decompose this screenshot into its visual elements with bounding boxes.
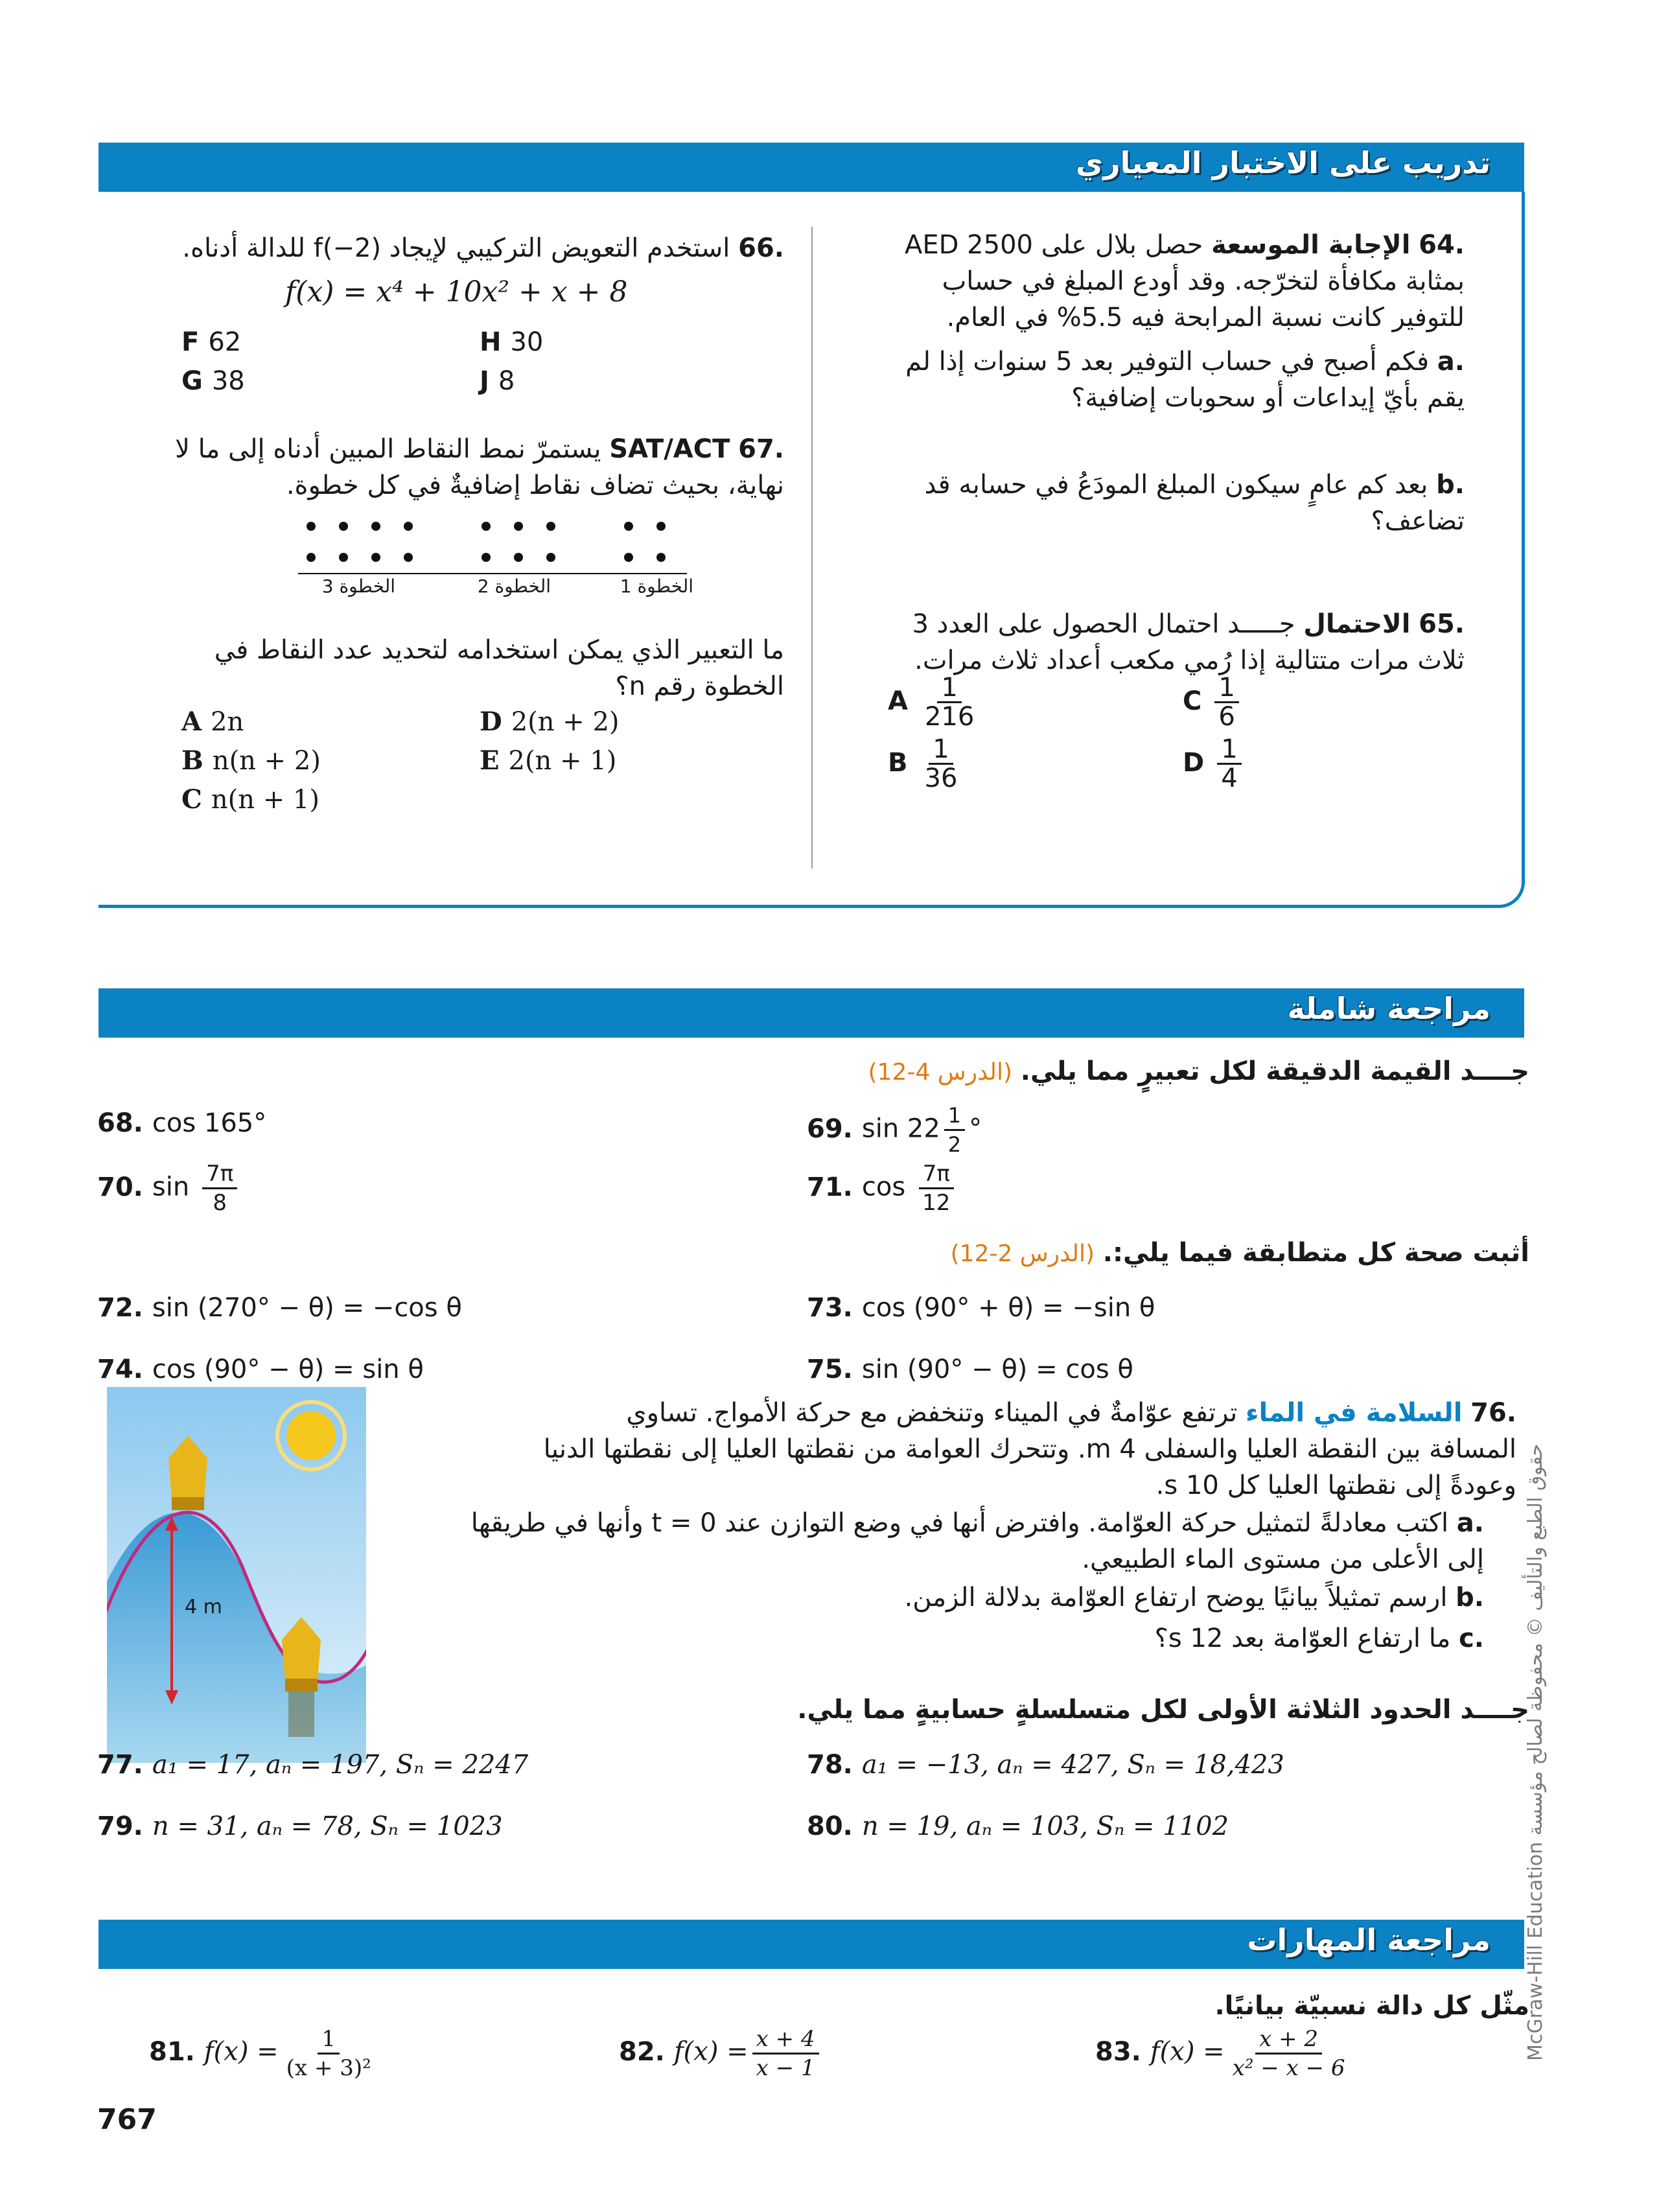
fraction-numerator: 1 <box>318 2025 340 2055</box>
section-title: مراجعة شاملة <box>1287 991 1491 1026</box>
exercise-function: cos <box>861 1172 906 1202</box>
choice-letter: A <box>181 706 202 737</box>
choice-letter: D <box>480 706 502 737</box>
part-label: .b <box>1436 470 1465 500</box>
question-text: ترتفع عوّامةٌ في الميناء وتنخفض مع حركة الأمواج. تساوي المسافة بين النقطة العليا والسفلى 4 m. وتتحرك العوامة من نقطتها العليا إلى نقطتها الدنيا وعودةً إلى نقطتها العليا كل 10 s. <box>543 1398 1516 1500</box>
question-65 <box>894 606 1465 679</box>
choice-66-g <box>181 366 245 396</box>
dot-pattern-step-3 <box>307 522 413 562</box>
question-76-part-a <box>447 1505 1484 1578</box>
question-label: SAT/ACT <box>609 434 730 464</box>
exercise-83 <box>1095 2025 1353 2082</box>
part-label: .c <box>1459 1624 1484 1653</box>
choice-value: 2n <box>211 707 244 737</box>
exercise-75 <box>807 1355 1133 1384</box>
question-text: يستمرّ نمط النقاط المبين أدناه إلى ما لا نهاية، بحيث تضاف نقاط إضافيةٌ في كل خطوة. <box>175 434 784 500</box>
fraction-numerator: 7π <box>919 1160 954 1189</box>
choice-letter: G <box>181 366 203 396</box>
question-text: حصل بلال على AED 2500 بمثابة مكافأة لتخرّجه. وقد أودع المبلغ في حساب للتوفير كانت نسبة المرابحة فيه 5.5% في العام. <box>905 230 1465 332</box>
fraction-numerator: 1 <box>1214 674 1238 703</box>
question-67-prompt: ما التعبير الذي يمكن استخدامه لتحديد عدد النقاط في الخطوة رقم n؟ <box>214 635 784 701</box>
question-64-part-b <box>894 467 1465 539</box>
fraction-denominator: 12 <box>922 1190 951 1216</box>
dot-pattern-step-2 <box>481 522 555 562</box>
fraction-denominator: 4 <box>1221 763 1238 793</box>
choice-value: n(n + 2) <box>212 746 321 776</box>
question-66 <box>156 230 784 266</box>
exercise-number: 74. <box>97 1355 143 1384</box>
column-divider <box>811 227 813 868</box>
lesson-reference: (الدرس 4-12) <box>868 1059 1013 1086</box>
question-76 <box>538 1395 1516 1504</box>
question-number: .64 <box>1419 230 1465 260</box>
exercise-79 <box>97 1811 503 1841</box>
exercise-expression: a₁ = 17, aₙ = 197, Sₙ = 2247 <box>152 1750 529 1780</box>
exercise-number: 69. <box>807 1113 853 1144</box>
question-64-part-a <box>894 343 1465 416</box>
question-number: .67 <box>738 434 784 464</box>
choice-65-a <box>888 674 982 730</box>
choice-66-f <box>181 327 241 357</box>
fraction-denominator: 6 <box>1218 702 1235 732</box>
choice-letter: C <box>181 784 202 815</box>
part-text: ارسم تمثيلاً بيانيًا يوضح ارتفاع العوّامة بدلالة الزمن. <box>904 1583 1448 1612</box>
part-label: .a <box>1437 347 1465 377</box>
figure-height-label: 4 m <box>185 1596 222 1618</box>
dot-pattern-step-1 <box>624 522 666 562</box>
exercise-82 <box>619 2025 823 2082</box>
section-header-standardized-test <box>99 143 1524 192</box>
exercise-number: 70. <box>97 1172 143 1202</box>
fraction-denominator: x − 1 <box>756 2055 815 2081</box>
part-label: .b <box>1456 1583 1484 1612</box>
instruction-exact-values <box>868 1056 1529 1086</box>
choice-65-c <box>1183 674 1243 730</box>
exercise-number: 81. <box>149 2036 195 2067</box>
exercise-73 <box>807 1293 1155 1323</box>
exercise-number: 71. <box>807 1172 853 1202</box>
choice-letter: C <box>1183 686 1202 716</box>
part-label: .a <box>1456 1508 1484 1538</box>
question-label: الإجابة الموسعة <box>1211 230 1411 260</box>
section-title: مراجعة المهارات <box>1247 1922 1491 1957</box>
exercise-expression: n = 31, aₙ = 78, Sₙ = 1023 <box>152 1811 503 1841</box>
choice-letter: E <box>480 745 500 776</box>
choice-letter: H <box>480 327 502 357</box>
exercise-number: 75. <box>807 1355 853 1384</box>
part-text: اكتب معادلةً لتمثيل حركة العوّامة. وافترض أنها في وضع التوازن عند t = 0 وأنها في طريقها إلى الأعلى من مستوى الماء الطبيعي. <box>470 1508 1484 1574</box>
exercise-77 <box>97 1750 528 1780</box>
function-lhs: f(x) = <box>673 2036 748 2067</box>
question-number: .76 <box>1470 1398 1516 1428</box>
fraction-denominator: 36 <box>924 763 958 793</box>
lesson-reference: (الدرس 2-12) <box>950 1240 1095 1267</box>
choice-66-h <box>480 327 543 357</box>
fraction-denominator: 216 <box>924 702 975 732</box>
question-label: السلامة في الماء <box>1246 1398 1463 1428</box>
fraction-numerator: 1 <box>937 674 961 703</box>
choice-letter: F <box>181 327 200 357</box>
question-67 <box>156 431 784 504</box>
choice-67-b <box>181 745 321 776</box>
exercise-number: 78. <box>807 1750 853 1780</box>
exercise-71 <box>807 1160 958 1217</box>
instruction-text: أثبت صحة كل متطابقة فيما يلي:. <box>1102 1238 1529 1268</box>
function-expression: f(x) = x⁴ + 10x² + x + 8 <box>285 275 628 309</box>
choice-letter: A <box>888 686 908 716</box>
question-text: جـــــد احتمال الحصول على العدد 3 ثلاث مرات متتالية إذا رُمي مكعب أعداد ثلاث مرات. <box>912 609 1465 675</box>
fraction-denominator: 2 <box>947 1132 962 1157</box>
choice-66-j <box>480 366 515 396</box>
instruction-identities <box>951 1238 1529 1268</box>
buoy-wave-figure <box>107 1387 366 1763</box>
choice-value: 2(n + 1) <box>508 746 617 776</box>
choice-letter: J <box>480 366 489 396</box>
fraction-numerator: x + 4 <box>752 2025 819 2055</box>
instruction-text: جــــد القيمة الدقيقة لكل تعبيرٍ مما يلي. <box>1020 1056 1529 1086</box>
exercise-expression: cos 165° <box>152 1108 267 1138</box>
question-label: الاحتمال <box>1303 609 1411 639</box>
exercise-expression: sin 22 <box>861 1113 940 1144</box>
copyright-notice: حقوق الطبع والتأليف © محفوظة لصالح مؤسسة McGraw-Hill Education <box>1524 1443 1547 2061</box>
exercise-number: 80. <box>807 1811 853 1841</box>
fraction-numerator: 7π <box>202 1160 237 1189</box>
choice-67-d <box>480 706 620 737</box>
exercise-function: sin <box>152 1172 190 1202</box>
exercise-80 <box>807 1811 1229 1841</box>
question-76-part-b <box>538 1579 1484 1616</box>
question-text: استخدم التعويض التركيبي لإيجاد f(−2) للدالة أدناه. <box>182 233 730 263</box>
choice-letter: D <box>1183 747 1205 778</box>
exercise-expression: sin (270° − θ) = −cos θ <box>152 1293 462 1323</box>
step-label-1: الخطوة 1 <box>620 576 693 597</box>
exercise-number: 79. <box>97 1811 143 1841</box>
part-text: بعد كم عامٍ سيكون المبلغ المودَعُ في حسابه قد تضاعف؟ <box>924 470 1465 536</box>
step-label-3: الخطوة 3 <box>321 576 395 597</box>
choice-67-a <box>181 706 244 737</box>
fraction-numerator: 1 <box>1217 736 1241 765</box>
exercise-78 <box>807 1750 1284 1780</box>
exercise-expression: n = 19, aₙ = 103, Sₙ = 1102 <box>861 1811 1229 1841</box>
fraction-denominator: (x + 3)² <box>286 2055 371 2081</box>
exercise-expression: cos (90° − θ) = sin θ <box>152 1355 424 1384</box>
part-text: فكم أصبح في حساب التوفير بعد 5 سنوات إذا لم يقم بأيّ إيداعات أو سحوبات إضافية؟ <box>905 347 1465 413</box>
choice-value: 38 <box>211 366 245 396</box>
choice-value: 8 <box>498 366 515 396</box>
choice-value: 62 <box>208 327 242 357</box>
exercise-number: 72. <box>97 1293 143 1323</box>
question-number: .65 <box>1419 609 1465 639</box>
page-number: 767 <box>97 2103 157 2136</box>
exercise-number: 77. <box>97 1750 143 1780</box>
degree-symbol: ° <box>969 1113 982 1144</box>
choice-65-d <box>1183 736 1246 792</box>
question-64 <box>862 227 1465 336</box>
choice-value: 30 <box>510 327 544 357</box>
exercise-expression: cos (90° + θ) = −sin θ <box>861 1293 1155 1323</box>
section-header-skills-review <box>99 1920 1524 1969</box>
fraction-denominator: 8 <box>213 1190 227 1216</box>
step-label-2: الخطوة 2 <box>477 576 551 597</box>
exercise-expression: sin (90° − θ) = cos θ <box>861 1355 1133 1384</box>
exercise-number: 82. <box>619 2036 665 2067</box>
fraction-numerator: 1 <box>944 1102 965 1131</box>
exercise-81 <box>149 2025 379 2082</box>
choice-value: n(n + 1) <box>211 785 319 815</box>
part-text: ما ارتفاع العوّامة بعد 12 s؟ <box>1154 1624 1451 1653</box>
fraction-numerator: 1 <box>929 736 953 765</box>
instruction-graph-rational: مثّل كل دالة نسبيّة بيانيًا. <box>1214 1991 1529 2021</box>
exercise-68 <box>97 1108 266 1138</box>
fraction-denominator: x² − x − 6 <box>1232 2055 1345 2081</box>
exercise-number: 83. <box>1095 2036 1141 2067</box>
section-header-comprehensive-review <box>99 988 1524 1038</box>
exercise-72 <box>97 1293 462 1323</box>
instruction-arithmetic-series: جــــد الحدود الثلاثة الأولى لكل متسلسلةٍ حسابيةٍ مما يلي. <box>797 1695 1529 1725</box>
question-76-part-c <box>538 1620 1484 1657</box>
choice-65-b <box>888 736 965 792</box>
function-lhs: f(x) = <box>203 2036 279 2067</box>
section-title: تدريب على الاختبار المعياري <box>1075 145 1491 180</box>
exercise-number: 73. <box>807 1293 853 1323</box>
exercise-69 <box>807 1102 982 1158</box>
function-lhs: f(x) = <box>1150 2036 1225 2067</box>
choice-letter: B <box>181 745 203 776</box>
exercise-74 <box>97 1355 424 1384</box>
exercise-number: 68. <box>97 1108 143 1138</box>
fraction-numerator: x + 2 <box>1255 2025 1322 2055</box>
choice-67-c <box>181 784 319 815</box>
exercise-expression: a₁ = −13, aₙ = 427, Sₙ = 18,423 <box>861 1750 1284 1780</box>
choice-value: 2(n + 2) <box>511 707 620 737</box>
question-number: .66 <box>738 233 784 263</box>
choice-67-e <box>480 745 616 776</box>
exercise-70 <box>97 1160 241 1217</box>
choice-letter: B <box>888 747 908 778</box>
